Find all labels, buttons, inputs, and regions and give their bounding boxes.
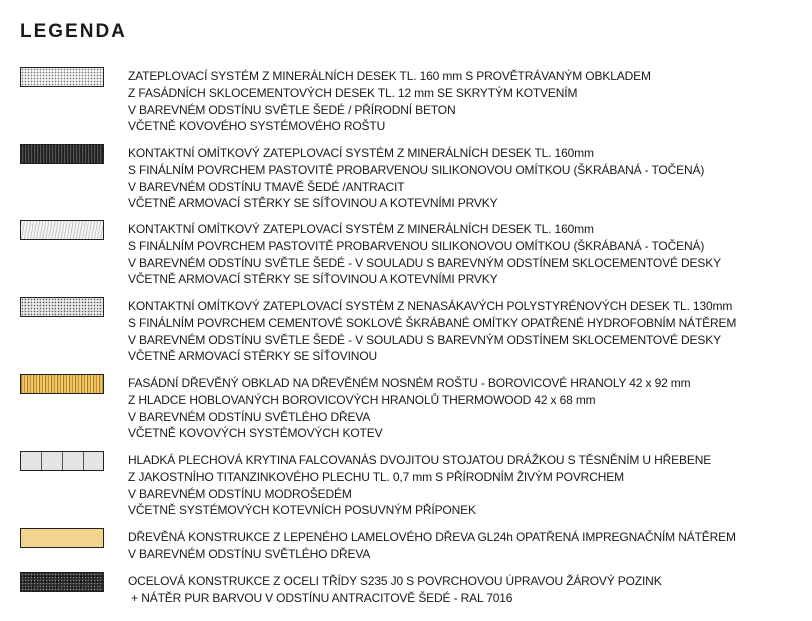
description-line: FASÁDNÍ DŘEVĚNÝ OBKLAD NA DŘEVĚNÉM NOSNÉM ROŠTU - BOROVICOVÉ HRANOLY 42 x 92 mm bbox=[128, 376, 691, 390]
description-line: V BAREVNÉM ODSTÍNU SVĚTLÉHO DŘEVA bbox=[128, 409, 371, 424]
description-line: + NÁTĚR PUR BARVOU V ODSTÍNU ANTRACITOVĚ ŠEDÉ - RAL 7016 bbox=[128, 590, 513, 605]
description-line: ZATEPLOVACÍ SYSTÉM Z MINERÁLNÍCH DESEK TL. 160 mm S PROVĚTRÁVANÝM OBKLADEM bbox=[128, 69, 651, 83]
description-line: V BAREVNÉM ODSTÍNU MODROŠEDÉM bbox=[128, 486, 352, 501]
description-line: Z JAKOSTNÍHO TITANZINKOVÉHO PLECHU TL. 0,7 mm S PŘÍRODNÍM ŽIVÝM POVRCHEM bbox=[128, 469, 624, 484]
description-line: VČETNĚ ARMOVACÍ STĚRKY SE SÍŤOVINOU A KOTEVNÍMI PRVKY bbox=[128, 272, 498, 287]
description-line: V BAREVNÉM ODSTÍNU SVĚTLE ŠEDÉ / PŘÍRODNÍ BETON bbox=[128, 102, 456, 117]
legend-title: LEGENDA bbox=[20, 21, 127, 42]
description-line: Z HLADCE HOBLOVANÝCH BOROVICOVÝCH HRANOLŮ THERMOWOOD 42 x 68 mm bbox=[128, 392, 596, 407]
description-line: OCELOVÁ KONSTRUKCE Z OCELI TŘÍDY S235 J0 S POVRCHOVOU ÚPRAVOU ŽÁROVÝ POZINK bbox=[128, 574, 662, 588]
swatch-speckled-plinth bbox=[20, 297, 104, 317]
description-line: V BAREVNÉM ODSTÍNU SVĚTLE ŠEDÉ - V SOULADU S BAREVNÝM ODSTÍNEM SKLOCEMENTOVÉ DESKY bbox=[128, 332, 721, 347]
swatch-steel-structure bbox=[20, 572, 104, 592]
description-line: KONTAKTNÍ OMÍTKOVÝ ZATEPLOVACÍ SYSTÉM Z MINERÁLNÍCH DESEK TL. 160mm bbox=[128, 222, 594, 236]
description-line: S FINÁLNÍM POVRCHEM CEMENTOVÉ SOKLOVÉ ŠKRÁBANÉ OMÍTKY OPATŘENÉ HYDROFOBNÍM NÁTĚREM bbox=[128, 315, 737, 330]
description-line: V BAREVNÉM ODSTÍNU TMAVĚ ŠEDÉ /ANTRACIT bbox=[128, 179, 405, 194]
description-line: HLADKÁ PLECHOVÁ KRYTINA FALCOVANÁS DVOJITOU STOJATOU DRÁŽKOU S TĚSNĚNÍM U HŘEBENE bbox=[128, 453, 712, 467]
description-line: V BAREVNÉM ODSTÍNU SVĚTLE ŠEDÉ - V SOULADU S BAREVNÝM ODSTÍNEM SKLOCEMENTOVÉ DESKY bbox=[128, 255, 721, 270]
swatch-light-dotted-panel bbox=[20, 67, 104, 87]
description-line: VČETNĚ KOVOVÝCH SYSTÉMOVÝCH KOTEV bbox=[128, 426, 383, 441]
legend-item-description bbox=[128, 375, 691, 442]
swatch-wood-cladding bbox=[20, 374, 104, 394]
description-line: KONTAKTNÍ OMÍTKOVÝ ZATEPLOVACÍ SYSTÉM Z MINERÁLNÍCH DESEK TL. 160mm bbox=[128, 146, 594, 160]
description-line: DŘEVĚNÁ KONSTRUKCE Z LEPENÉHO LAMELOVÉHO DŘEVA GL24h OPATŘENÁ IMPREGNAČNÍM NÁTĚREM bbox=[128, 530, 736, 544]
description-line: VČETNĚ ARMOVACÍ STĚRKY SE SÍŤOVINOU bbox=[128, 349, 378, 364]
legend-item-description bbox=[128, 145, 704, 212]
description-line: S FINÁLNÍM POVRCHEM PASTOVITĚ PROBARVENOU SILIKONOVOU OMÍTKOU (ŠKRÁBANÁ - TOČENÁ) bbox=[128, 238, 705, 253]
legend-item-description bbox=[128, 452, 711, 519]
legend-item-description bbox=[128, 573, 662, 607]
description-line: S FINÁLNÍM POVRCHEM PASTOVITĚ PROBARVENOU SILIKONOVOU OMÍTKOU (ŠKRÁBANÁ - TOČENÁ) bbox=[128, 162, 705, 177]
description-line: VČETNĚ KOVOVÉHO SYSTÉMOVÉHO ROŠTU bbox=[128, 119, 386, 134]
legend-item-description bbox=[128, 298, 736, 365]
description-line: V BAREVNÉM ODSTÍNU SVĚTLÉHO DŘEVA bbox=[128, 546, 371, 561]
swatch-light-render bbox=[20, 220, 104, 240]
legend-item-description bbox=[128, 529, 736, 563]
swatch-glulam-timber bbox=[20, 528, 104, 548]
description-line: KONTAKTNÍ OMÍTKOVÝ ZATEPLOVACÍ SYSTÉM Z NENASÁKAVÝCH POLYSTYRÉNOVÝCH DESEK TL. 130mm bbox=[128, 299, 733, 313]
legend-item-description bbox=[128, 68, 651, 135]
description-line: Z FASÁDNÍCH SKLOCEMENTOVÝCH DESEK TL. 12 mm SE SKRYTÝM KOTVENÍM bbox=[128, 85, 578, 100]
description-line: VČETNĚ SYSTÉMOVÝCH KOTEVNÍCH POSUVNÝM PŘÍPONEK bbox=[128, 503, 476, 518]
description-line: VČETNĚ ARMOVACÍ STĚRKY SE SÍŤOVINOU A KOTEVNÍMI PRVKY bbox=[128, 196, 498, 211]
legend-item-description bbox=[128, 221, 721, 288]
swatch-dark-render bbox=[20, 144, 104, 164]
swatch-standing-seam-roof bbox=[20, 451, 104, 471]
